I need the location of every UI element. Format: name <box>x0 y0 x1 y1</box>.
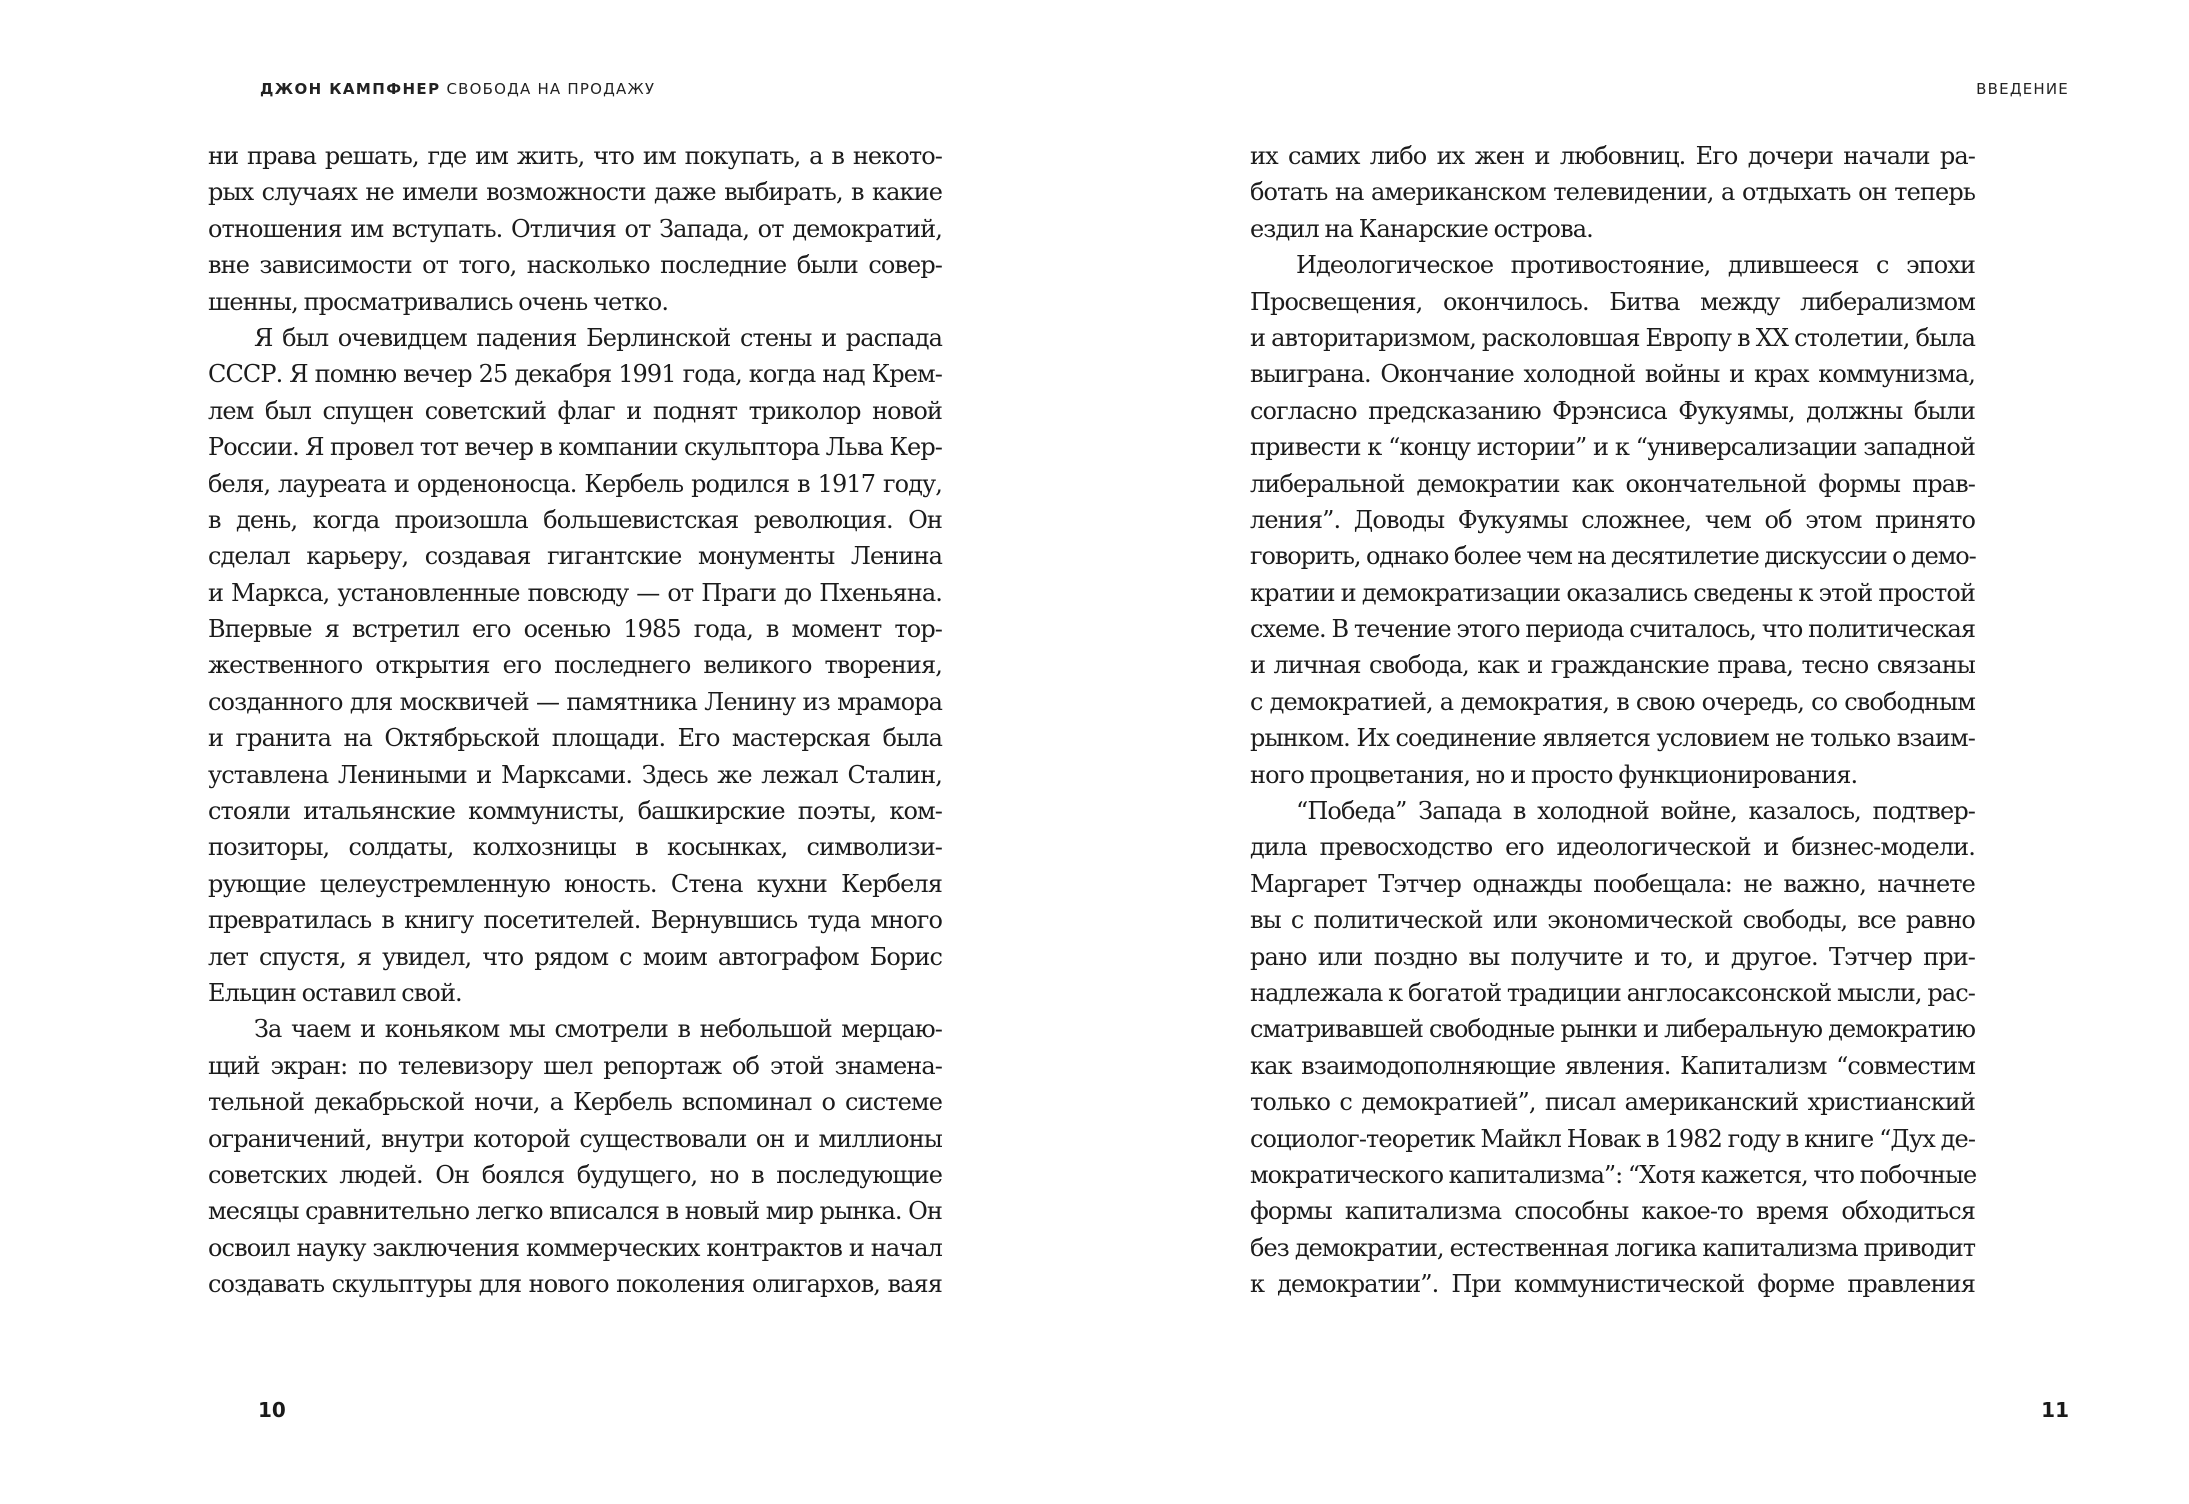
paragraph <box>1250 247 1975 793</box>
text-line: России. Я провел тот вечер в компании скульптора Льва Кер- <box>208 433 942 462</box>
text-line: только с демократией”, писал американский христианский <box>1250 1088 1975 1117</box>
text-line: в день, когда произошла большевистская революция. Он <box>208 505 942 534</box>
running-head-book-title: СВОБОДА НА ПРОДАЖУ <box>446 80 656 98</box>
text-line: рых случаях не имели возможности даже выбирать, в какие <box>208 178 942 207</box>
text-line: сматривавшей свободные рынки и либеральную демократию <box>1250 1015 1975 1044</box>
text-line: создавать скульптуры для нового поколения олигархов, ваяя <box>208 1270 942 1299</box>
text-line: и личная свобода, как и гражданские права, тесно связаны <box>1250 651 1975 680</box>
text-line: дила превосходство его идеологической и бизнес-модели. <box>1250 833 1975 862</box>
text-line: их самих либо их жен и любовниц. Его дочери начали ра- <box>1250 142 1975 170</box>
right-text-column <box>1250 138 1975 1303</box>
running-head-left <box>260 80 655 98</box>
text-line: без демократии, естественная логика капитализма приводит <box>1250 1233 1975 1262</box>
text-line: лем был спущен советский флаг и поднят триколор новой <box>208 396 942 425</box>
running-head-author: ДЖОН КАМПФНЕР <box>260 80 441 98</box>
running-head-section: ВВЕДЕНИЕ <box>1976 80 2069 98</box>
text-line: к демократии”. При коммунистической форме правления <box>1250 1270 1975 1299</box>
text-line: “Победа” Запада в холодной войне, казалось, подтвер- <box>1296 797 1975 826</box>
text-line: позиторы, солдаты, колхозницы в косынках, символизи- <box>208 833 942 862</box>
paragraph <box>208 320 942 1011</box>
text-line: тельной декабрьской ночи, а Кербель вспоминал о системе <box>208 1088 942 1117</box>
text-line: рынком. Их соединение является условием не только взаим- <box>1250 724 1975 753</box>
text-line: надлежала к богатой традиции англосаксонской мысли, рас- <box>1250 978 1975 1007</box>
text-line: кратии и демократизации оказались сведены к этой простой <box>1250 578 1975 607</box>
text-line: ездил на Канарские острова. <box>1250 214 1593 243</box>
text-line: рующие целеустремленную юность. Стена кухни Кербеля <box>208 869 942 898</box>
text-line: Впервые я встретил его осенью 1985 года, в момент тор- <box>208 615 942 644</box>
left-page <box>0 0 1094 1504</box>
text-line: ного процветания, но и просто функционирования. <box>1250 760 1858 789</box>
text-line: привести к “концу истории” и к “универсализации западной <box>1250 433 1975 462</box>
text-line: советских людей. Он боялся будущего, но в последующие <box>208 1160 942 1189</box>
text-line: лет спустя, я увидел, что рядом с моим автографом Борис <box>208 942 942 971</box>
text-line: ботать на американском телевидении, а отдыхать он теперь <box>1250 178 1975 207</box>
text-line: уставлена Лениными и Марксами. Здесь же лежал Сталин, <box>208 760 942 789</box>
text-line: месяцы сравнительно легко вписался в новый мир рынка. Он <box>208 1197 942 1226</box>
text-line: СССР. Я помню вечер 25 декабря 1991 года, когда над Крем- <box>208 360 942 389</box>
left-text-column <box>208 138 942 1303</box>
text-line: отношения им вступать. Отличия от Запада, от демократий, <box>208 214 942 243</box>
text-line: Ельцин оставил свой. <box>208 978 462 1007</box>
running-head-right <box>1976 80 2069 98</box>
page-number-right: 11 <box>2041 1398 2069 1422</box>
text-line: согласно предсказанию Фрэнсиса Фукуямы, должны были <box>1250 396 1975 425</box>
text-line: мократического капитализма”: “Хотя кажется, что побочные <box>1250 1160 1977 1189</box>
paragraph <box>1250 138 1975 247</box>
text-line: ления”. Доводы Фукуямы сложнее, чем об этом принято <box>1250 505 1975 534</box>
text-line: и Маркса, установленные повсюду — от Праги до Пхеньяна. <box>208 578 942 607</box>
text-line: как взаимодополняющие явления. Капитализм “совместим <box>1250 1051 1975 1080</box>
text-line: ограничений, внутри которой существовали он и миллионы <box>208 1124 942 1153</box>
text-line: ни права решать, где им жить, что им покупать, а в некото- <box>208 142 942 170</box>
text-line: с демократией, а демократия, в свою очередь, со свободным <box>1250 687 1975 716</box>
text-line: Идеологическое противостояние, длившееся с эпохи <box>1296 251 1975 280</box>
text-line: За чаем и коньяком мы смотрели в небольшой мерцаю- <box>254 1015 942 1044</box>
right-page <box>1094 0 2189 1504</box>
text-line: социолог-теоретик Майкл Новак в 1982 году в книге “Дух де- <box>1250 1124 1976 1153</box>
text-line: превратилась в книгу посетителей. Вернувшись туда много <box>208 906 942 935</box>
text-line: жественного открытия его последнего великого творения, <box>208 651 942 680</box>
text-line: либеральной демократии как окончательной формы прав- <box>1250 469 1975 498</box>
text-line: схеме. В течение этого периода считалось, что политическая <box>1250 615 1975 644</box>
text-line: Маргарет Тэтчер однажды пообещала: не важно, начнете <box>1250 869 1975 898</box>
text-line: освоил науку заключения коммерческих контрактов и начал <box>208 1233 942 1262</box>
text-line: шенны, просматривались очень четко. <box>208 287 669 316</box>
text-line: вы с политической или экономической свободы, все равно <box>1250 906 1975 935</box>
paragraph <box>208 1011 942 1302</box>
text-line: Я был очевидцем падения Берлинской стены и распада <box>254 323 942 352</box>
text-line: созданного для москвичей — памятника Ленину из мрамора <box>208 687 942 716</box>
page-number-left: 10 <box>258 1398 286 1422</box>
text-line: рано или поздно вы получите и то, и другое. Тэтчер при- <box>1250 942 1975 971</box>
text-line: вне зависимости от того, насколько последние были совер- <box>208 251 942 280</box>
text-line: беля, лауреата и орденоносца. Кербель родился в 1917 году, <box>208 469 942 498</box>
text-line: сделал карьеру, создавая гигантские монументы Ленина <box>208 542 942 571</box>
text-line: стояли итальянские коммунисты, башкирские поэты, ком- <box>208 797 942 826</box>
text-line: говорить, однако более чем на десятилетие дискуссии о демо- <box>1250 542 1976 571</box>
text-line: щий экран: по телевизору шел репортаж об этой знамена- <box>208 1051 942 1080</box>
paragraph <box>1250 793 1975 1302</box>
text-line: Просвещения, окончилось. Битва между либерализмом <box>1250 287 1975 316</box>
paragraph <box>208 138 942 320</box>
text-line: и авторитаризмом, расколовшая Европу в XX столетии, была <box>1250 323 1975 352</box>
text-line: формы капитализма способны какое-то время обходиться <box>1250 1197 1975 1226</box>
text-line: выиграна. Окончание холодной войны и крах коммунизма, <box>1250 360 1975 389</box>
text-line: и гранита на Октябрьской площади. Его мастерская была <box>208 724 942 753</box>
